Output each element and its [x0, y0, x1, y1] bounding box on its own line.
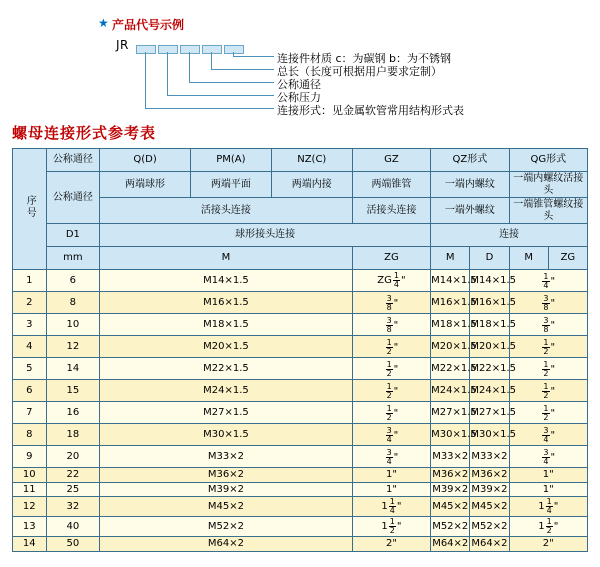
cell-qg-m: 1 $\frac{1}{4}$ " — [509, 497, 587, 517]
table-row — [13, 358, 588, 380]
cell-zg: $\frac{3}{8}$ " — [352, 292, 430, 314]
cell-no: 7 — [13, 402, 47, 424]
leader-h-5 — [145, 108, 273, 109]
table-row — [13, 424, 588, 446]
cell-dn: 18 — [46, 424, 100, 446]
cell-no: 4 — [13, 336, 47, 358]
cell-qz-d: M33×2 — [470, 446, 509, 468]
cell-dn: 50 — [46, 537, 100, 552]
header-desc-nz: 两端内接 — [271, 172, 352, 198]
cell-dn: 32 — [46, 497, 100, 517]
header-sub-taper-joint: 一端锥管螺纹接头 — [509, 198, 587, 224]
cell-zg: 2" — [352, 537, 430, 552]
cell-no: 12 — [13, 497, 47, 517]
cell-qz-d: M39×2 — [471, 483, 508, 495]
product-code-legend — [0, 0, 600, 120]
table-header-row-2 — [13, 172, 588, 198]
cell-qz-m: M18×1.5 — [431, 314, 470, 336]
header-group-qz: QZ形式 — [431, 149, 509, 172]
cell-dn: 6 — [46, 270, 100, 292]
cell-m: M16×1.5 — [100, 292, 353, 314]
table-row — [13, 446, 588, 468]
cell-qz-d: M36×2 — [471, 469, 508, 480]
legend-label-pressure: 公称压力 — [277, 91, 321, 104]
header-group-nz: NZ(C) — [271, 149, 352, 172]
cell-zg: $\frac{1}{2}$ " — [352, 402, 430, 424]
cell-m: M33×2 — [100, 446, 353, 468]
cell-no: 3 — [13, 314, 47, 336]
page-title: 螺母连接形式参考表 — [12, 124, 157, 142]
cell-m: M14×1.5 — [100, 270, 353, 292]
cell-m: M45×2 — [100, 497, 353, 517]
header-group-pm: PM(A) — [190, 149, 271, 172]
table-row — [13, 497, 588, 517]
cell-qg-m: $\frac{1}{2}$ " — [509, 380, 587, 402]
cell-m: M18×1.5 — [100, 314, 353, 336]
cell-qz-m: M36×2 — [432, 469, 469, 480]
legend-title: 产品代号示例 — [112, 18, 185, 32]
legend-label-material: 连接件材质 c：为碳钢 b：为不锈钢 — [277, 52, 452, 65]
cell-dn: 40 — [46, 517, 100, 537]
cell-zg: $\frac{3}{4}$ " — [352, 446, 430, 468]
cell-dn: 12 — [46, 336, 100, 358]
cell-qz-m: M39×2 — [432, 483, 469, 495]
cell-zg: $\frac{3}{8}$ " — [352, 314, 430, 336]
cell-zg: $\frac{1}{2}$ " — [352, 336, 430, 358]
nut-connection-table — [12, 148, 588, 552]
cell-qz-m: M14×1.5 — [431, 270, 470, 292]
cell-qg-m: 1" — [509, 482, 587, 497]
cell-qz-d: M52×2 — [470, 517, 509, 537]
legend-label-length: 总长（长度可根据用户要求定制） — [277, 65, 442, 78]
cell-qz-d: M16×1.5 — [470, 292, 509, 314]
cell-dn: 20 — [46, 446, 100, 468]
table-row — [13, 292, 588, 314]
cell-no: 2 — [13, 292, 47, 314]
table-row — [13, 402, 588, 424]
cell-zg: 1 $\frac{1}{4}$ " — [352, 497, 430, 517]
header-desc-q: 两端球形 — [100, 172, 191, 198]
code-prefix: JR — [116, 38, 129, 52]
cell-dn: 8 — [46, 292, 100, 314]
header-dn: 公称通径 — [46, 149, 100, 172]
cell-dn: 16 — [46, 402, 100, 424]
cell-zg: $\frac{3}{4}$ " — [352, 424, 430, 446]
cell-m: M27×1.5 — [100, 402, 353, 424]
cell-m: M20×1.5 — [100, 336, 353, 358]
cell-no: 11 — [13, 482, 47, 497]
cell-qz-m: M20×1.5 — [431, 336, 470, 358]
cell-qz-m: M52×2 — [431, 517, 470, 537]
cell-qz-m: M16×1.5 — [431, 292, 470, 314]
header-zg-1: ZG — [352, 247, 430, 270]
cell-qz-d: M64×2 — [471, 538, 508, 549]
table-header-row-1 — [13, 149, 588, 172]
header-desc-gz: 两端锥管 — [352, 172, 430, 198]
cell-zg: $\frac{1}{2}$ " — [352, 380, 430, 402]
table-row — [13, 468, 588, 483]
cell-zg: ZG $\frac{1}{4}$ " — [352, 270, 430, 292]
header-group-qg: QG形式 — [509, 149, 587, 172]
cell-qg-m: $\frac{3}{4}$ " — [509, 446, 587, 468]
table-header-row-4 — [13, 224, 588, 247]
cell-dn: 14 — [46, 358, 100, 380]
cell-no: 9 — [13, 446, 47, 468]
cell-qz-m: M27×1.5 — [431, 402, 470, 424]
cell-qz-m: M24×1.5 — [431, 380, 470, 402]
header-sub-union: 活接头连接 — [100, 198, 353, 224]
leader-line-5 — [145, 52, 274, 109]
header-d-2: D — [470, 247, 509, 270]
header-m-3: M — [509, 247, 548, 270]
cell-zg: 1 $\frac{1}{2}$ " — [352, 517, 430, 537]
cell-zg: 1" — [352, 482, 430, 497]
cell-qg-m: $\frac{3}{8}$ " — [509, 314, 587, 336]
header-m-1: M — [100, 247, 353, 270]
header-m-2: M — [431, 247, 470, 270]
cell-m: M39×2 — [100, 482, 353, 497]
header-sub-union2: 活接头连接 — [352, 198, 430, 224]
header-desc-qg: 一端内螺纹活接头 — [509, 172, 587, 198]
cell-m: M64×2 — [100, 537, 353, 552]
cell-no: 1 — [13, 270, 47, 292]
star-icon: ★ — [98, 16, 109, 30]
cell-qg-m: $\frac{1}{2}$ " — [509, 402, 587, 424]
cell-qz-d: M27×1.5 — [470, 402, 509, 424]
table-row — [13, 517, 588, 537]
cell-m: M30×1.5 — [100, 424, 353, 446]
cell-qg-m: 1 $\frac{1}{2}$ " — [509, 517, 587, 537]
cell-dn: 10 — [46, 314, 100, 336]
header-group-q: Q(D) — [100, 149, 191, 172]
table-row — [13, 482, 588, 497]
table-row — [13, 380, 588, 402]
table-row — [13, 537, 588, 552]
cell-qg-m: $\frac{1}{4}$ " — [509, 270, 587, 292]
cell-qz-d: M24×1.5 — [470, 380, 509, 402]
cell-m: M24×1.5 — [100, 380, 353, 402]
cell-no: 10 — [13, 468, 47, 483]
header-group-gz: GZ — [352, 149, 430, 172]
cell-no: 8 — [13, 424, 47, 446]
header-sub-ext-thread: 一端外螺纹 — [431, 198, 509, 224]
cell-qz-d: M22×1.5 — [470, 358, 509, 380]
cell-dn: 15 — [46, 380, 100, 402]
cell-dn: 25 — [46, 482, 100, 497]
cell-qg-m: $\frac{1}{2}$ " — [509, 336, 587, 358]
header-ball-joint: 球形接头连接 — [100, 224, 431, 247]
cell-zg: $\frac{1}{2}$ " — [352, 358, 430, 380]
header-desc-pm: 两端平面 — [190, 172, 271, 198]
legend-label-dn: 公称通径 — [277, 78, 321, 91]
header-desc-qz: 一端内螺纹 — [431, 172, 509, 198]
cell-qz-m: M30×1.5 — [431, 424, 470, 446]
cell-qz-d: M14×1.5 — [470, 270, 509, 292]
cell-qz-d: M30×1.5 — [470, 424, 509, 446]
cell-dn: 22 — [46, 468, 100, 483]
header-index: 序号 — [13, 149, 47, 270]
cell-qz-m: M45×2 — [431, 497, 470, 517]
table-row — [13, 336, 588, 358]
header-d1: D1 — [46, 224, 100, 247]
cell-qg-m: 1" — [509, 468, 587, 483]
cell-qg-m: 2" — [509, 537, 587, 552]
cell-no: 5 — [13, 358, 47, 380]
cell-m: M22×1.5 — [100, 358, 353, 380]
table-header-row-5 — [13, 247, 588, 270]
cell-m: M52×2 — [100, 517, 353, 537]
cell-no: 14 — [13, 537, 47, 552]
table-row — [13, 270, 588, 292]
cell-qz-m: M22×1.5 — [431, 358, 470, 380]
header-dn-label: 公称通径 — [46, 172, 100, 224]
legend-label-conn: 连接形式：见金属软管常用结构形式表 — [277, 104, 464, 117]
header-connect: 连接 — [431, 224, 588, 247]
cell-no: 13 — [13, 517, 47, 537]
cell-qz-m: M64×2 — [432, 538, 469, 549]
cell-m: M36×2 — [100, 468, 353, 483]
cell-qz-d: M45×2 — [470, 497, 509, 517]
cell-no: 6 — [13, 380, 47, 402]
cell-qg-m: $\frac{3}{4}$ " — [509, 424, 587, 446]
cell-qz-d: M20×1.5 — [470, 336, 509, 358]
header-zg-3: ZG — [548, 247, 587, 270]
header-mm: mm — [46, 247, 100, 270]
cell-qz-d: M18×1.5 — [470, 314, 509, 336]
cell-qz-m: M33×2 — [431, 446, 470, 468]
table-row — [13, 314, 588, 336]
cell-qg-m: $\frac{3}{8}$ " — [509, 292, 587, 314]
cell-qg-m: $\frac{1}{2}$ " — [509, 358, 587, 380]
table-header-row-3 — [13, 198, 588, 224]
cell-zg: 1" — [352, 468, 430, 483]
